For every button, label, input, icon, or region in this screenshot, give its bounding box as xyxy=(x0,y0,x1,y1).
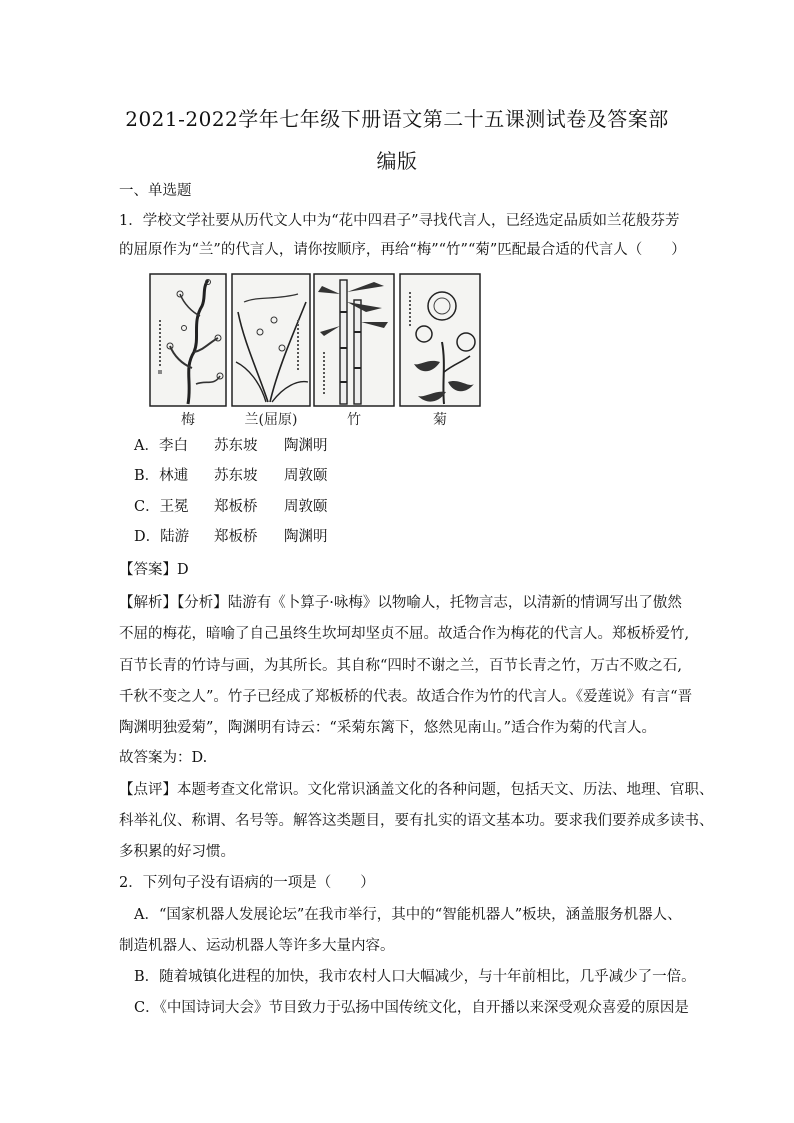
option-d-third: 陶渊明 xyxy=(284,529,328,545)
document-title-line-2: 编版 xyxy=(376,149,418,173)
question-1-option-c xyxy=(134,497,374,517)
conclusion: 故答案为：D. xyxy=(119,750,208,766)
option-d-first: D．陆游 xyxy=(134,529,190,545)
analysis-line-5: 陶渊明独爱菊”，陶渊明有诗云：“采菊东篱下，悠然见南山。”适合作为菊的代言人。 xyxy=(119,720,656,736)
question-2-option-a-line-1: A．“国家机器人发展论坛”在我市举行，其中的“智能机器人”板块，涵盖服务机器人、 xyxy=(134,907,682,923)
option-a-second: 苏东坡 xyxy=(214,438,258,454)
question-2-option-c: C．《中国诗词大会》节目致力于弘扬中国传统文化，自开播以来深受观众喜爱的原因是 xyxy=(134,1000,689,1016)
figure-caption-plum: 梅 xyxy=(181,412,195,428)
chrysanthemum-painting xyxy=(400,274,480,406)
question-1-stem-line-1: 1．学校文学社要从历代文人中为“花中四君子”寻找代言人，已经选定品质如兰花般芬芳 xyxy=(119,213,680,229)
analysis-line-2: 不屈的梅花，暗喻了自己虽终生坎坷却坚贞不屈。故适合作为梅花的代言人。郑板桥爱竹, xyxy=(119,626,690,642)
question-2-option-a-line-2: 制造机器人、运动机器人等许多大量内容。 xyxy=(119,938,395,954)
orchid-painting xyxy=(232,274,310,406)
analysis-line-4: 千秋不变之人”。竹子已经成了郑板桥的代表。故适合作为竹的代言人。《爱莲说》有言“晋 xyxy=(119,689,693,705)
question-1-option-a xyxy=(134,436,374,456)
option-c-first: C．王冕 xyxy=(134,499,189,515)
question-1-answer: 【答案】D xyxy=(119,562,189,578)
four-gentlemen-paintings-figure xyxy=(148,272,484,430)
document-title-line-1: 2021-2022学年七年级下册语文第二十五课测试卷及答案部 xyxy=(125,107,669,131)
plum-painting xyxy=(150,274,226,406)
option-a-third: 陶渊明 xyxy=(284,438,328,454)
bamboo-painting xyxy=(314,274,394,406)
comment-line-1: 【点评】本题考查文化常识。文化常识涵盖文化的各种问题，包括天文、历法、地理、官职、 xyxy=(119,782,714,798)
option-d-second: 郑板桥 xyxy=(214,529,258,545)
option-c-second: 郑板桥 xyxy=(214,499,258,515)
question-1-option-d xyxy=(134,527,374,547)
question-1-stem-line-2: 的屈原作为“兰”的代言人，请你按顺序，再给“梅”“竹”“菊”匹配最合适的代言人（ ） xyxy=(119,242,686,258)
question-1-option-b xyxy=(134,466,374,486)
figure-caption-chrysanthemum: 菊 xyxy=(433,412,447,428)
figure-caption-bamboo: 竹 xyxy=(347,412,361,428)
option-b-third: 周敦颐 xyxy=(284,468,328,484)
section-heading: 一、单选题 xyxy=(119,183,192,199)
question-2-option-b: B．随着城镇化进程的加快，我市农村人口大幅减少，与十年前相比，几乎减少了一倍。 xyxy=(134,969,696,985)
option-a-first: A．李白 xyxy=(134,438,188,454)
analysis-line-1: 【解析】【分析】陆游有《卜算子·咏梅》以物喻人，托物言志，以清新的情调写出了傲然 xyxy=(119,595,682,611)
option-b-first: B．林逋 xyxy=(134,468,189,484)
comment-line-3: 多积累的好习惯。 xyxy=(119,844,235,860)
comment-line-2: 科举礼仪、称谓、名号等。解答这类题目，要有扎实的语文基本功。要求我们要养成多读书、 xyxy=(119,813,714,829)
option-b-second: 苏东坡 xyxy=(214,468,258,484)
question-2-stem: 2．下列句子没有语病的一项是（ ） xyxy=(119,875,375,891)
figure-caption-orchid: 兰(屈原) xyxy=(244,412,298,428)
option-c-third: 周敦颐 xyxy=(284,499,328,515)
analysis-line-3: 百节长青的竹诗与画，为其所长。其自称“四时不谢之兰，百节长青之竹，万古不败之石, xyxy=(119,658,683,674)
